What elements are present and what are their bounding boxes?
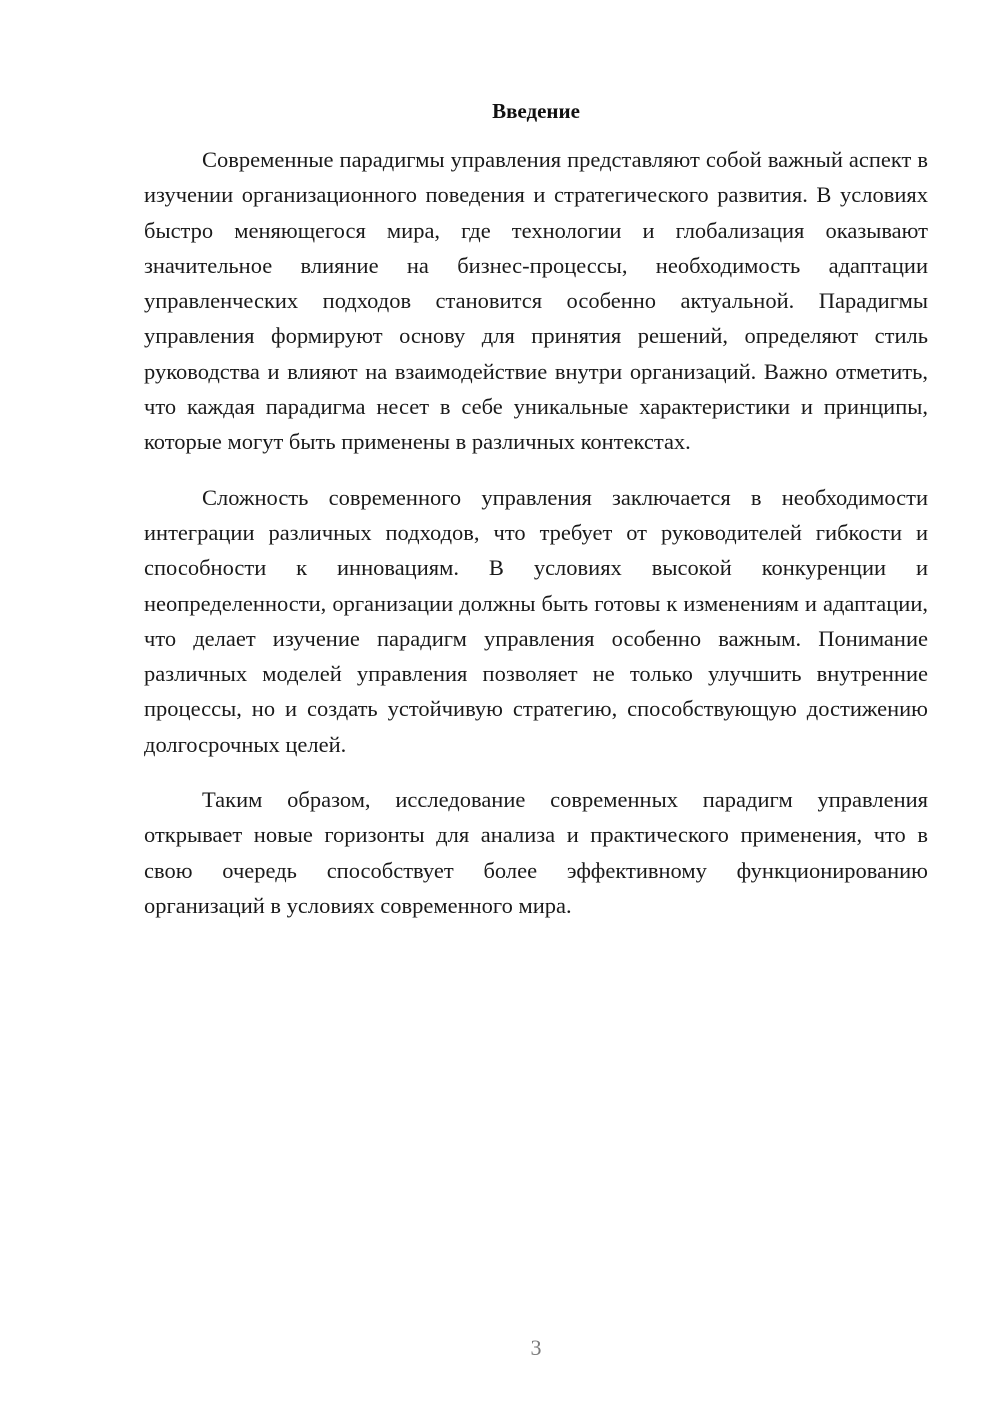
body-text <box>144 142 928 943</box>
paragraph-3: Таким образом, исследование современных парадигм управления открывает новые горизонты для анализа и практического применения, что в свою очередь способствует более эффективному функционированию организаций в условиях современного мира. <box>144 787 928 918</box>
paragraph-1: Современные парадигмы управления представляют собой важный аспект в изучении организационного поведения и стратегического развития. В условиях быстро меняющегося мира, где технологии и глобализация оказывают значительное влияние на бизнес-процессы, необходимость адаптации управленческих подходов становится особенно актуальной. Парадигмы управления формируют основу для принятия решений, определяют стиль руководства и влияют на взаимодействие внутри организаций. Важно отметить, что каждая парадигма несет в себе уникальные характеристики и принципы, которые могут быть применены в различных контекстах. <box>144 147 928 455</box>
section-heading: Введение <box>492 99 580 123</box>
paragraph-2: Сложность современного управления заключается в необходимости интеграции различных подходов, что требует от руководителей гибкости и способности к инновациям. В условиях высокой конкуренции и неопределенности, организации должны быть готовы к изменениям и адаптации, что делает изучение парадигм управления особенно важным. Понимание различных моделей управления позволяет не только улучшить внутренние процессы, но и создать устойчивую стратегию, способствующую достижению долгосрочных целей. <box>144 484 928 757</box>
page-number: 3 <box>530 1335 542 1360</box>
